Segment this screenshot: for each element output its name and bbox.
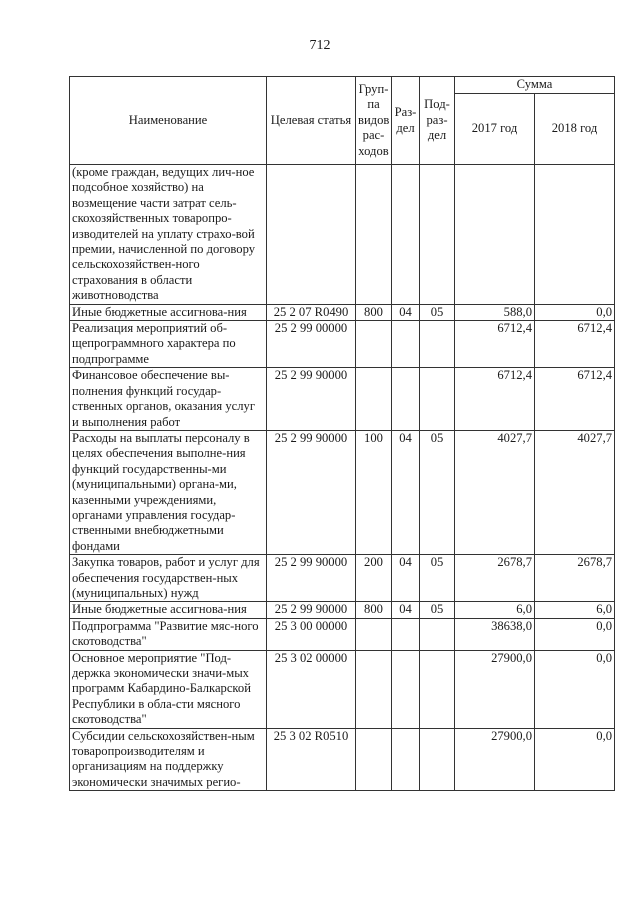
row-group: 800	[356, 304, 392, 320]
row-subsection: 05	[420, 430, 455, 554]
table-row	[70, 650, 615, 728]
row-amount-2018	[535, 165, 615, 305]
row-amount-2018: 0,0	[535, 618, 615, 650]
row-amount-2017: 6712,4	[455, 368, 535, 431]
row-subsection: 05	[420, 304, 455, 320]
row-amount-2018: 6712,4	[535, 368, 615, 431]
page-number: 712	[309, 38, 331, 53]
table-body	[70, 165, 615, 791]
row-subsection	[420, 165, 455, 305]
row-amount-2018: 0,0	[535, 650, 615, 728]
row-name: Финансовое обеспечение вы-полнения функций государ-ственных органов, оказания услуг и выполнения работ	[70, 368, 267, 431]
row-target: 25 3 02 00000	[267, 650, 356, 728]
table-row	[70, 321, 615, 368]
header-sum: Сумма	[455, 77, 615, 94]
table-row	[70, 304, 615, 320]
table-row	[70, 602, 615, 618]
row-group: 100	[356, 430, 392, 554]
row-name: Расходы на выплаты персоналу в целях обеспечения выполне-ния функций государственны-ми (муниципальными) органа-ми, казенными учреждениями, органами управления государ-ственными внебюджетными фондами	[70, 430, 267, 554]
row-target: 25 2 99 90000	[267, 368, 356, 431]
row-name: (кроме граждан, ведущих лич-ное подсобное хозяйство) на возмещение части затрат сель-скохозяйственных товаропро-изводителей на уплату страхо-вой премии, начисленной по договору сельскохозяйствен-ного страхования в области животноводства	[70, 165, 267, 305]
header-subsection: Под-раз-дел	[420, 77, 455, 165]
header-group: Груп-па видов рас-ходов	[356, 77, 392, 165]
row-amount-2017: 27900,0	[455, 650, 535, 728]
row-section	[392, 165, 420, 305]
row-section: 04	[392, 602, 420, 618]
row-amount-2017: 588,0	[455, 304, 535, 320]
row-target: 25 2 99 90000	[267, 430, 356, 554]
row-section: 04	[392, 430, 420, 554]
row-name: Иные бюджетные ассигнова-ния	[70, 602, 267, 618]
row-group	[356, 368, 392, 431]
row-amount-2017: 4027,7	[455, 430, 535, 554]
row-subsection	[420, 728, 455, 791]
row-amount-2018: 2678,7	[535, 555, 615, 602]
row-target: 25 2 99 00000	[267, 321, 356, 368]
row-name: Субсидии сельскохозяйствен-ным товаропроизводителям и организациям на поддержку экономически значимых регио-	[70, 728, 267, 791]
row-target: 25 3 00 00000	[267, 618, 356, 650]
header-section: Раз-дел	[392, 77, 420, 165]
table-row	[70, 728, 615, 791]
row-subsection	[420, 321, 455, 368]
table-row	[70, 555, 615, 602]
row-amount-2017: 38638,0	[455, 618, 535, 650]
row-group	[356, 618, 392, 650]
row-group	[356, 165, 392, 305]
row-amount-2017: 6,0	[455, 602, 535, 618]
row-amount-2018: 0,0	[535, 728, 615, 791]
row-name: Основное мероприятие "Под-держка экономически значи-мых программ Кабардино-Балкарской Республики в обла-сти мясного скотоводства"	[70, 650, 267, 728]
row-amount-2018: 6712,4	[535, 321, 615, 368]
row-name: Подпрограмма "Развитие мяс-ного скотоводства"	[70, 618, 267, 650]
header-row	[70, 77, 615, 94]
row-section	[392, 321, 420, 368]
header-year-2018: 2018 год	[535, 94, 615, 165]
row-section: 04	[392, 555, 420, 602]
row-amount-2018: 6,0	[535, 602, 615, 618]
row-subsection: 05	[420, 602, 455, 618]
row-section: 04	[392, 304, 420, 320]
row-amount-2018: 0,0	[535, 304, 615, 320]
row-amount-2017: 2678,7	[455, 555, 535, 602]
row-section	[392, 728, 420, 791]
row-subsection: 05	[420, 555, 455, 602]
row-name: Закупка товаров, работ и услуг для обеспечения государствен-ных (муниципальных) нужд	[70, 555, 267, 602]
row-amount-2018: 4027,7	[535, 430, 615, 554]
header-target: Целевая статья	[267, 77, 356, 165]
row-target: 25 2 99 90000	[267, 602, 356, 618]
table-row	[70, 430, 615, 554]
header-name: Наименование	[70, 77, 267, 165]
row-section	[392, 618, 420, 650]
row-target: 25 2 99 90000	[267, 555, 356, 602]
row-group	[356, 728, 392, 791]
header-year-2017: 2017 год	[455, 94, 535, 165]
row-target: 25 2 07 R0490	[267, 304, 356, 320]
row-section	[392, 650, 420, 728]
row-target	[267, 165, 356, 305]
table-row	[70, 618, 615, 650]
row-amount-2017: 27900,0	[455, 728, 535, 791]
row-target: 25 3 02 R0510	[267, 728, 356, 791]
row-group	[356, 321, 392, 368]
row-name: Реализация мероприятий об-щепрограммного характера по подпрограмме	[70, 321, 267, 368]
table-row	[70, 165, 615, 305]
row-group: 200	[356, 555, 392, 602]
row-amount-2017	[455, 165, 535, 305]
row-amount-2017: 6712,4	[455, 321, 535, 368]
row-group: 800	[356, 602, 392, 618]
row-group	[356, 650, 392, 728]
row-subsection	[420, 368, 455, 431]
budget-table	[69, 76, 615, 791]
row-subsection	[420, 650, 455, 728]
row-section	[392, 368, 420, 431]
row-subsection	[420, 618, 455, 650]
row-name: Иные бюджетные ассигнова-ния	[70, 304, 267, 320]
table-row	[70, 368, 615, 431]
